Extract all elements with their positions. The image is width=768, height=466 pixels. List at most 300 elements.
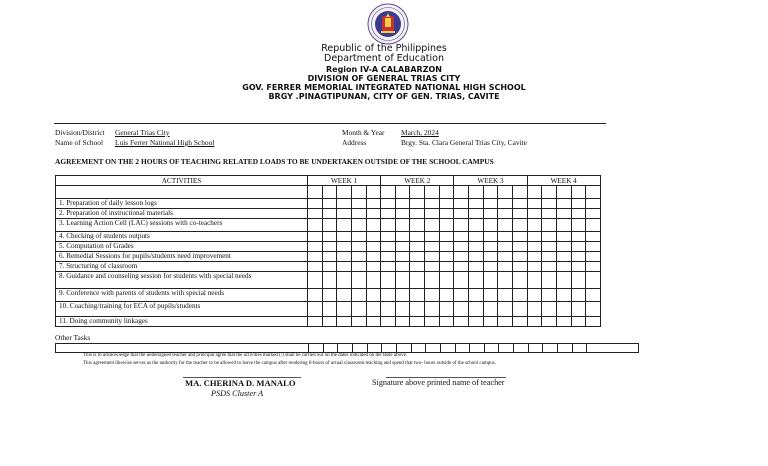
activity-label: 10. Coaching/training for ECA of pupils/students [56, 302, 308, 317]
day-checkbox-cell[interactable] [395, 232, 410, 242]
day-checkbox-cell[interactable] [498, 302, 513, 317]
week-header: WEEK 3 [454, 176, 527, 186]
day-checkbox-cell[interactable] [527, 219, 542, 232]
day-checkbox-cell[interactable] [469, 317, 484, 327]
day-checkbox-cell[interactable] [395, 272, 410, 289]
day-checkbox-cell[interactable] [542, 209, 557, 219]
day-checkbox-cell[interactable] [498, 262, 513, 272]
day-checkbox-cell[interactable] [410, 289, 425, 302]
table-row [56, 317, 601, 327]
day-checkbox-cell[interactable] [381, 242, 396, 252]
day-checkbox-cell[interactable] [483, 302, 498, 317]
day-checkbox-cell[interactable] [395, 262, 410, 272]
table-cell [571, 186, 586, 199]
day-checkbox-cell[interactable] [337, 289, 352, 302]
day-checkbox-cell[interactable] [498, 232, 513, 242]
day-checkbox-cell[interactable] [337, 262, 352, 272]
day-checkbox-cell[interactable] [381, 232, 396, 242]
activity-label: 2. Preparation of instructional materials [56, 209, 308, 219]
table-row [56, 232, 601, 242]
day-checkbox-cell[interactable] [351, 209, 366, 219]
other-task-cell[interactable] [337, 344, 353, 352]
day-checkbox-cell[interactable] [454, 252, 469, 262]
day-checkbox-cell[interactable] [337, 302, 352, 317]
day-checkbox-cell[interactable] [454, 302, 469, 317]
table-cell [425, 186, 440, 199]
day-checkbox-cell[interactable] [366, 252, 381, 262]
day-checkbox-cell[interactable] [469, 302, 484, 317]
activity-label: 6. Remedial Sessions for pupils/students need improvement [56, 252, 308, 262]
day-checkbox-cell[interactable] [483, 289, 498, 302]
day-checkbox-cell[interactable] [351, 272, 366, 289]
day-checkbox-cell[interactable] [483, 262, 498, 272]
other-task-cell[interactable] [323, 344, 339, 352]
day-checkbox-cell[interactable] [556, 302, 571, 317]
month-label: Month & Year [342, 128, 385, 137]
acknowledgement-note: This is to acknowledge that the undersigned teacher and principal agree that the activities marked (/) shall be carried out on the dates indicated on the table above. [83, 353, 408, 358]
day-checkbox-cell[interactable] [527, 317, 542, 327]
day-checkbox-cell[interactable] [542, 232, 557, 242]
day-checkbox-cell[interactable] [351, 289, 366, 302]
day-checkbox-cell[interactable] [322, 262, 337, 272]
day-checkbox-cell[interactable] [439, 272, 454, 289]
day-checkbox-cell[interactable] [425, 209, 440, 219]
teacher-signature-caption: Signature above printed name of teacher [372, 378, 505, 387]
day-checkbox-cell[interactable] [542, 199, 557, 209]
day-checkbox-cell[interactable] [454, 242, 469, 252]
day-checkbox-cell[interactable] [308, 302, 323, 317]
day-checkbox-cell[interactable] [308, 317, 323, 327]
day-checkbox-cell[interactable] [454, 232, 469, 242]
day-checkbox-cell[interactable] [366, 317, 381, 327]
day-checkbox-cell[interactable] [337, 199, 352, 209]
day-checkbox-cell[interactable] [512, 252, 527, 262]
other-task-cell[interactable] [411, 344, 427, 352]
day-checkbox-cell[interactable] [556, 242, 571, 252]
day-checkbox-cell[interactable] [586, 289, 601, 302]
day-checkbox-cell[interactable] [586, 219, 601, 232]
day-checkbox-cell[interactable] [512, 232, 527, 242]
day-checkbox-cell[interactable] [571, 262, 586, 272]
day-checkbox-cell[interactable] [512, 199, 527, 209]
day-checkbox-cell[interactable] [308, 209, 323, 219]
day-checkbox-cell[interactable] [483, 199, 498, 209]
day-checkbox-cell[interactable] [366, 199, 381, 209]
table-cell [498, 186, 513, 199]
other-task-cell[interactable] [484, 344, 500, 352]
day-checkbox-cell[interactable] [337, 219, 352, 232]
day-checkbox-cell[interactable] [469, 289, 484, 302]
other-tasks-label: Other Tasks [55, 333, 91, 342]
day-checkbox-cell[interactable] [542, 302, 557, 317]
day-checkbox-cell[interactable] [410, 219, 425, 232]
day-checkbox-cell[interactable] [337, 272, 352, 289]
day-checkbox-cell[interactable] [571, 219, 586, 232]
table-row [56, 289, 601, 302]
day-checkbox-cell[interactable] [512, 272, 527, 289]
day-checkbox-cell[interactable] [571, 302, 586, 317]
day-checkbox-cell[interactable] [439, 252, 454, 262]
day-checkbox-cell[interactable] [469, 272, 484, 289]
table-row [56, 242, 601, 252]
day-checkbox-cell[interactable] [439, 317, 454, 327]
day-checkbox-cell[interactable] [337, 242, 352, 252]
day-checkbox-cell[interactable] [512, 219, 527, 232]
day-checkbox-cell[interactable] [381, 252, 396, 262]
authority-note: This agreement likewise serves as the authority for the teacher to be allowed to leave the campus after rendering 6-hours of actual classroom teaching and spend that two- hours outside of the school campus. [83, 361, 496, 366]
day-checkbox-cell[interactable] [454, 272, 469, 289]
day-checkbox-cell[interactable] [571, 252, 586, 262]
day-checkbox-cell[interactable] [454, 219, 469, 232]
day-checkbox-cell[interactable] [498, 199, 513, 209]
day-checkbox-cell[interactable] [366, 219, 381, 232]
day-checkbox-cell[interactable] [469, 209, 484, 219]
table-cell [410, 186, 425, 199]
activity-label: 1. Preparation of daily lesson logs [56, 199, 308, 209]
day-checkbox-cell[interactable] [381, 209, 396, 219]
day-checkbox-cell[interactable] [425, 317, 440, 327]
day-checkbox-cell[interactable] [571, 242, 586, 252]
other-task-cell[interactable] [542, 344, 558, 352]
activity-label: 7. Structuring of classroom [56, 262, 308, 272]
day-checkbox-cell[interactable] [410, 272, 425, 289]
day-checkbox-cell[interactable] [425, 232, 440, 242]
table-cell [556, 186, 571, 199]
school-address-heading: BRGY .PINAGTIPUNAN, CITY OF GEN. TRIAS, CAVITE [268, 92, 500, 101]
table-row [56, 209, 601, 219]
day-checkbox-cell[interactable] [410, 317, 425, 327]
day-checkbox-cell[interactable] [542, 289, 557, 302]
day-checkbox-cell[interactable] [395, 317, 410, 327]
week-header: WEEK 2 [381, 176, 454, 186]
day-checkbox-cell[interactable] [439, 289, 454, 302]
table-cell [366, 186, 381, 199]
table-cell [512, 186, 527, 199]
activities-header: ACTIVITIES [56, 176, 308, 186]
day-checkbox-cell[interactable] [308, 272, 323, 289]
table-cell [454, 186, 469, 199]
day-checkbox-cell[interactable] [351, 242, 366, 252]
day-checkbox-cell[interactable] [512, 242, 527, 252]
day-checkbox-cell[interactable] [308, 242, 323, 252]
day-checkbox-cell[interactable] [395, 209, 410, 219]
day-checkbox-cell[interactable] [439, 219, 454, 232]
day-checkbox-cell[interactable] [469, 252, 484, 262]
day-checkbox-cell[interactable] [498, 242, 513, 252]
day-checkbox-cell[interactable] [337, 317, 352, 327]
table-cell [351, 186, 366, 199]
day-checkbox-cell[interactable] [308, 219, 323, 232]
day-checkbox-cell[interactable] [483, 317, 498, 327]
day-checkbox-cell[interactable] [308, 232, 323, 242]
day-checkbox-cell[interactable] [395, 219, 410, 232]
table-row [56, 199, 601, 209]
day-checkbox-cell[interactable] [410, 302, 425, 317]
table-cell [381, 186, 396, 199]
day-checkbox-cell[interactable] [425, 289, 440, 302]
table-cell [439, 186, 454, 199]
day-checkbox-cell[interactable] [586, 232, 601, 242]
day-checkbox-cell[interactable] [410, 199, 425, 209]
day-checkbox-cell[interactable] [556, 289, 571, 302]
day-checkbox-cell[interactable] [512, 289, 527, 302]
day-checkbox-cell[interactable] [586, 242, 601, 252]
day-checkbox-cell[interactable] [454, 209, 469, 219]
day-checkbox-cell[interactable] [454, 199, 469, 209]
school-value: Luis Ferrer National High School [115, 138, 215, 147]
day-checkbox-cell[interactable] [542, 219, 557, 232]
day-checkbox-cell[interactable] [527, 242, 542, 252]
day-checkbox-cell[interactable] [542, 272, 557, 289]
day-checkbox-cell[interactable] [586, 317, 601, 327]
day-checkbox-cell[interactable] [439, 302, 454, 317]
day-checkbox-cell[interactable] [308, 199, 323, 209]
day-checkbox-cell[interactable] [322, 272, 337, 289]
day-checkbox-cell[interactable] [512, 209, 527, 219]
day-checkbox-cell[interactable] [483, 219, 498, 232]
table-row [56, 302, 601, 317]
other-task-cell[interactable] [469, 344, 485, 352]
day-checkbox-cell[interactable] [425, 252, 440, 262]
day-checkbox-cell[interactable] [556, 209, 571, 219]
day-checkbox-cell[interactable] [469, 219, 484, 232]
day-checkbox-cell[interactable] [322, 242, 337, 252]
day-checkbox-cell[interactable] [498, 252, 513, 262]
day-checkbox-cell[interactable] [395, 302, 410, 317]
day-checkbox-cell[interactable] [439, 232, 454, 242]
day-checkbox-cell[interactable] [351, 317, 366, 327]
address-label: Address [342, 138, 367, 147]
day-checkbox-cell[interactable] [439, 242, 454, 252]
day-checkbox-cell[interactable] [308, 252, 323, 262]
day-checkbox-cell[interactable] [556, 199, 571, 209]
day-checkbox-cell[interactable] [586, 302, 601, 317]
day-checkbox-cell[interactable] [469, 199, 484, 209]
table-cell [527, 186, 542, 199]
other-task-cell[interactable] [425, 344, 441, 352]
activity-label: 9. Conference with parents of students with special needs [56, 289, 308, 302]
day-checkbox-cell[interactable] [322, 317, 337, 327]
day-checkbox-cell[interactable] [512, 262, 527, 272]
day-checkbox-cell[interactable] [351, 219, 366, 232]
day-checkbox-cell[interactable] [381, 302, 396, 317]
day-checkbox-cell[interactable] [322, 289, 337, 302]
day-checkbox-cell[interactable] [469, 262, 484, 272]
principal-title: PSDS Cluster A [211, 389, 264, 398]
day-checkbox-cell[interactable] [498, 219, 513, 232]
table-cell [586, 186, 601, 199]
day-checkbox-cell[interactable] [351, 232, 366, 242]
day-checkbox-cell[interactable] [381, 219, 396, 232]
other-task-cell[interactable] [440, 344, 456, 352]
day-checkbox-cell[interactable] [512, 302, 527, 317]
day-checkbox-cell[interactable] [556, 272, 571, 289]
day-checkbox-cell[interactable] [483, 242, 498, 252]
other-task-cell[interactable] [586, 344, 602, 352]
day-checkbox-cell[interactable] [351, 199, 366, 209]
day-checkbox-cell[interactable] [366, 302, 381, 317]
day-checkbox-cell[interactable] [337, 232, 352, 242]
day-checkbox-cell[interactable] [454, 289, 469, 302]
other-task-cell[interactable] [381, 344, 397, 352]
day-checkbox-cell[interactable] [395, 242, 410, 252]
day-checkbox-cell[interactable] [571, 209, 586, 219]
day-checkbox-cell[interactable] [322, 219, 337, 232]
day-checkbox-cell[interactable] [556, 317, 571, 327]
day-checkbox-cell[interactable] [322, 199, 337, 209]
day-checkbox-cell[interactable] [527, 199, 542, 209]
division-label: Division/District [55, 128, 105, 137]
day-checkbox-cell[interactable] [556, 232, 571, 242]
table-row [56, 262, 601, 272]
other-task-cell[interactable] [396, 344, 412, 352]
day-checkbox-cell[interactable] [586, 272, 601, 289]
day-checkbox-cell[interactable] [571, 317, 586, 327]
day-checkbox-cell[interactable] [381, 289, 396, 302]
day-checkbox-cell[interactable] [571, 272, 586, 289]
day-checkbox-cell[interactable] [483, 252, 498, 262]
agreement-title: AGREEMENT ON THE 2 HOURS OF TEACHING RELATED LOADS TO BE UNDERTAKEN OUTSIDE OF THE SCHOOL CAMPUS [55, 157, 494, 166]
day-checkbox-cell[interactable] [527, 252, 542, 262]
other-task-cell[interactable] [308, 344, 324, 352]
other-task-cell[interactable] [455, 344, 471, 352]
day-checkbox-cell[interactable] [527, 302, 542, 317]
day-checkbox-cell[interactable] [527, 289, 542, 302]
day-checkbox-cell[interactable] [439, 209, 454, 219]
day-checkbox-cell[interactable] [571, 232, 586, 242]
day-checkbox-cell[interactable] [542, 317, 557, 327]
day-checkbox-cell[interactable] [395, 199, 410, 209]
day-checkbox-cell[interactable] [366, 262, 381, 272]
address-value: Brgy. Sta. Clara General Trias City, Cavite [401, 138, 527, 147]
day-checkbox-cell[interactable] [425, 219, 440, 232]
day-checkbox-cell[interactable] [366, 289, 381, 302]
day-checkbox-cell[interactable] [483, 209, 498, 219]
day-checkbox-cell[interactable] [469, 232, 484, 242]
activities-table [55, 175, 601, 327]
day-checkbox-cell[interactable] [439, 199, 454, 209]
other-task-cell[interactable] [498, 344, 514, 352]
day-checkbox-cell[interactable] [556, 219, 571, 232]
activity-label: 11. Doing community linkages [56, 317, 308, 327]
day-checkbox-cell[interactable] [498, 317, 513, 327]
day-checkbox-cell[interactable] [483, 272, 498, 289]
other-task-cell[interactable] [557, 344, 573, 352]
day-checkbox-cell[interactable] [351, 262, 366, 272]
day-checkbox-cell[interactable] [381, 199, 396, 209]
other-tasks-row [55, 343, 639, 353]
day-checkbox-cell[interactable] [469, 242, 484, 252]
day-checkbox-cell[interactable] [322, 232, 337, 242]
day-checkbox-cell[interactable] [498, 209, 513, 219]
activity-label: 4. Checking of students outputs [56, 232, 308, 242]
day-checkbox-cell[interactable] [556, 252, 571, 262]
day-checkbox-cell[interactable] [586, 262, 601, 272]
table-row [56, 272, 601, 289]
day-checkbox-cell[interactable] [410, 209, 425, 219]
day-checkbox-cell[interactable] [410, 262, 425, 272]
day-checkbox-cell[interactable] [425, 302, 440, 317]
day-checkbox-cell[interactable] [381, 262, 396, 272]
table-cell [308, 186, 323, 199]
day-checkbox-cell[interactable] [542, 262, 557, 272]
day-checkbox-cell[interactable] [527, 262, 542, 272]
day-checkbox-cell[interactable] [586, 252, 601, 262]
day-checkbox-cell[interactable] [351, 302, 366, 317]
day-checkbox-cell[interactable] [322, 252, 337, 262]
day-checkbox-cell[interactable] [542, 252, 557, 262]
deped-seal-icon [367, 3, 409, 45]
day-checkbox-cell[interactable] [556, 262, 571, 272]
activity-label: 5. Computation of Grades [56, 242, 308, 252]
day-checkbox-cell[interactable] [454, 262, 469, 272]
day-checkbox-cell[interactable] [410, 242, 425, 252]
other-task-cell[interactable] [572, 344, 588, 352]
table-cell [483, 186, 498, 199]
day-checkbox-cell[interactable] [571, 199, 586, 209]
day-checkbox-cell[interactable] [425, 262, 440, 272]
day-checkbox-cell[interactable] [337, 252, 352, 262]
header-divider [54, 123, 606, 124]
day-checkbox-cell[interactable] [586, 199, 601, 209]
day-checkbox-cell[interactable] [308, 262, 323, 272]
school-label: Name of School [55, 138, 104, 147]
day-checkbox-cell[interactable] [454, 317, 469, 327]
day-checkbox-cell[interactable] [308, 289, 323, 302]
other-task-cell[interactable] [528, 344, 544, 352]
table-cell [542, 186, 557, 199]
day-checkbox-cell[interactable] [381, 317, 396, 327]
day-checkbox-cell[interactable] [410, 232, 425, 242]
day-checkbox-cell[interactable] [527, 209, 542, 219]
day-checkbox-cell[interactable] [498, 272, 513, 289]
other-task-cell[interactable] [513, 344, 529, 352]
day-checkbox-cell[interactable] [366, 272, 381, 289]
department-heading: Department of Education [324, 53, 444, 64]
day-checkbox-cell[interactable] [351, 252, 366, 262]
region-heading: Region IV-A CALABARZON [325, 65, 442, 74]
day-checkbox-cell[interactable] [542, 242, 557, 252]
day-checkbox-cell[interactable] [512, 317, 527, 327]
day-checkbox-cell[interactable] [483, 232, 498, 242]
day-checkbox-cell[interactable] [337, 209, 352, 219]
day-checkbox-cell[interactable] [527, 232, 542, 242]
day-checkbox-cell[interactable] [425, 199, 440, 209]
other-task-cell[interactable] [367, 344, 383, 352]
table-cell [469, 186, 484, 199]
table-cell [56, 186, 308, 199]
day-checkbox-cell[interactable] [366, 242, 381, 252]
day-checkbox-cell[interactable] [439, 262, 454, 272]
other-task-cell[interactable] [352, 344, 368, 352]
day-checkbox-cell[interactable] [410, 252, 425, 262]
activity-label: 3. Learning Action Cell (LAC) sessions with co-teachers [56, 219, 308, 232]
day-checkbox-cell[interactable] [498, 289, 513, 302]
day-checkbox-cell[interactable] [586, 209, 601, 219]
day-checkbox-cell[interactable] [425, 272, 440, 289]
day-checkbox-cell[interactable] [322, 209, 337, 219]
day-checkbox-cell[interactable] [322, 302, 337, 317]
day-checkbox-cell[interactable] [395, 289, 410, 302]
day-checkbox-cell[interactable] [395, 252, 410, 262]
day-checkbox-cell[interactable] [366, 209, 381, 219]
day-checkbox-cell[interactable] [571, 289, 586, 302]
day-checkbox-cell[interactable] [527, 272, 542, 289]
day-checkbox-cell[interactable] [381, 272, 396, 289]
day-checkbox-cell[interactable] [366, 232, 381, 242]
day-checkbox-cell[interactable] [425, 242, 440, 252]
school-heading: GOV. FERRER MEMORIAL INTEGRATED NATIONAL HIGH SCHOOL [242, 83, 526, 92]
